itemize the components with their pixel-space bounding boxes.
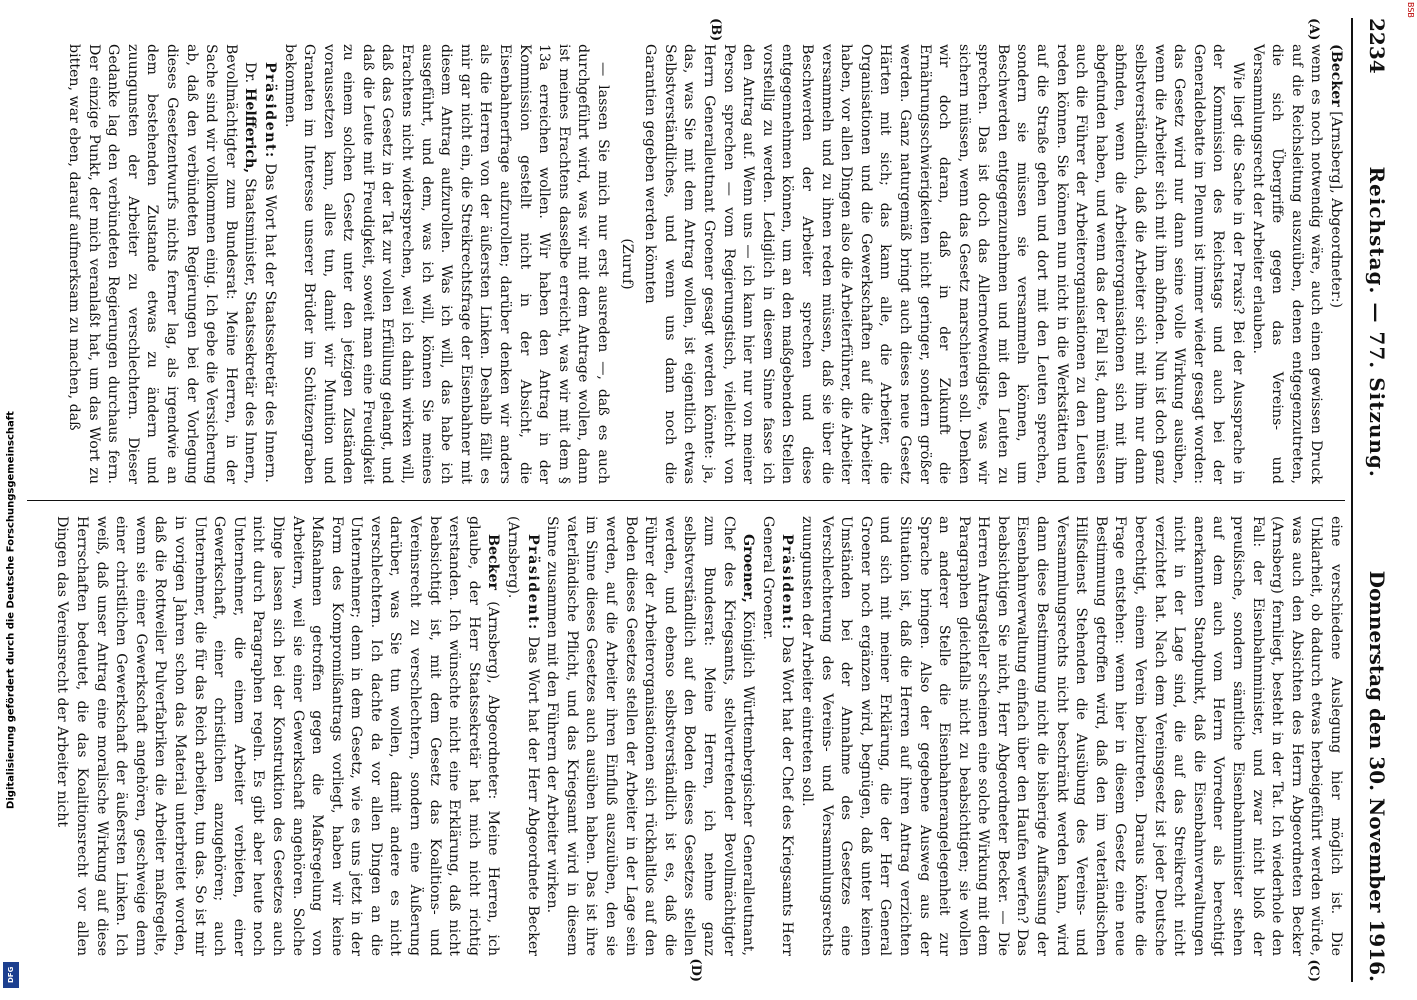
president-label: Präsident:: [779, 534, 796, 631]
speech-text: (Arnsberg), Abgeordneter: Meine Herren, ich glaube, der Herr Staatssekretär hat mich nicht richtig verstanden. Ich wünschte nicht eine Erklärung, daß nicht beabsichtigt ist, mit dem Gesetz das Koalitions- und Vereinsrecht zu verschlechtern, sondern eine Äußerung darüber, was Sie tun wollen, damit andere es nicht verschlechtern. Ich dachte da vor allen Dingen an die Unternehmer; denn in dem Gesetz, wie es uns jetzt in der Form des Kompromißantrags vorliegt, haben wir keine Maßnahmen getroffen gegen die Maßregelung von Arbeitern, weil sie einer Gewerkschaft angehören. Solche Dinge lassen sich bei der Konstruktion des Gesetzes auch nicht durch Paragraphen regeln. Es gibt aber heute noch Unternehmer, die einem Arbeiter verbieten, einer Gewerkschaft, einer christlichen anzugehören; auch Unternehmer, die für das Reich arbeiten, tun das. So ist mir in vorigen Jahren schon das Material unterbreitet worden, daß die Rottweiler Pulverfabriken die Arbeiter maßregelte, wenn sie einer Gewerkschaft angehören, geschweige denn einer christlichen Gewerkschaft der äußersten Linken. Ich weiß, daß unser Antrag eine moralische Wirkung auf diese Herrschaften bedeutet, die das Koalitionsrecht vor allen Dingen das Vereinsrecht der Arbeiter nicht: [54, 516, 502, 956]
page-header: [1351, 18, 1389, 982]
paragraph: eine verschiedene Auslegung hier möglich ist. Die Unklarheit, ob dadurch etwas herbeigeführt werden würde, was auch den Absichten des Herrn Abgeordneten Becker (Arnsberg) fernliegt, besteht in der Tat. Ich wiederhole den Fall: der Eisenbahnminister, und zwar nicht bloß der preußische, sondern sämtliche Eisenbahnminister stehen auf dem auch vom Herrn Vorredner als berechtigt anerkannten Standpunkt, daß die Eisenbahnverwaltungen nicht in der Lage sind, die auf das Streikrecht nicht verzichtet hat. Nach dem Vereinsgesetz ist jeder Deutsche berechtigt, einem Verein beizutreten. Daraus könnte die Frage entstehen: wenn hier in diesem Gesetz eine neue Bestimmung getroffen wird, daß den im vaterländischen Hilfsdienst Stehenden die Ausübung des Vereins- und Versammlungsrechts nicht beschränkt werden kann, wird dann diese Bestimmung nicht die bisherige Auffassung der Eisenbahnverwaltung einfach über den Haufen werfen? Das beabsichtigen Sie nicht, Herr Abgeordneter Becker. — Die Herren Antragsteller scheinen eine solche Wirkung mit dem Paragraphen gleichfalls nicht zu beabsichtigen; sie wollen an anderer Stelle die Eisenbahnerangelegenheit zur Sprache bringen. Also der gegebene Ausweg aus der Situation ist, daß die Herren auf ihren Antrag verzichten und sich mit meiner Erklärung, die der Herr General Groener noch ergänzen wird, begnügen, daß unter keinen Umständen bei der Annahme des Gesetzes eine Verschlechterung des Vereins- und Versammlungsrechts zuungunsten der Arbeiter eintreten soll.: [798, 516, 1344, 956]
page-number: 2234: [1365, 18, 1389, 74]
paragraph: — lassen Sie mich nur erst ausreden —, daß es auch durchgeführt wird, was wir mit dem Antrage wollen, dann ist meines Erachtens dasselbe erreicht, was wir mit dem § 13a erreichen wollen. Wir haben den Antrag in der Kommission gestellt nicht in der Absicht, die Eisenbahnerfrage aufzurollen; darüber denken wir anders als die Herren von der äußersten Linken. Deshalb fällt es mir gar nicht ein, die Streikrechtsfrage der Eisenbahner mit diesem Antrag aufzurollen. Was ich will, das habe ich ausgeführt, und dem, was ich will, können Sie meines Erachtens nicht widersprechen, weil ich dahin wirken will, daß das Gesetz in der Tat zur vollen Erfüllung gelangt, und daß die Leute mit Freudigkeit, soweit man eine Freudigkeit zu einem solchen Gesetz unter den jetzigen Zuständen voraussetzen kann, alles tun, damit wir Munition und Granaten im Interesse unserer Brüder im Schützengraben bekommen.: [281, 44, 612, 484]
speech-text: Königlich Württembergischer Generalleutnant, Chef des Kriegsamts, stellvertretender Bevollmächtigter zum Bundesrat: Meine Herren, ich nehme ganz selbstverständlich auf den Boden dieses Gesetzes stellen werden, und ebenso selbstverständlich ist es, daß die Führer der Arbeiterorganisationen sich rückhaltlos auf den Boden dieses Gesetzes stellen der Arbeiter in der Lage sein werden, auf die Arbeiter ihren Einfluß auszuüben, den sie im Sinne dieses Gesetzes auch ausüben haben. Das ist ihre vaterländische Pflicht, und das Kriegsamt wird in diesem Sinne zusammen mit den Führern der Arbeiter wirken.: [544, 516, 757, 956]
president-text: Das Wort hat der Herr Abgeordnete Becker (Arnsberg).: [505, 516, 541, 957]
president-label: Präsident:: [524, 534, 541, 631]
paragraph: Wie liegt die Sache in der Praxis? Bei der Aussprache in der Kommission des Reichstags und auch bei der Generaldebatte im Plenum ist immer wieder gesagt worden: das Gesetz wird nur dann seine volle Wirkung ausüben, wenn die Arbeiter sich mit ihm abfinden. Nun ist doch ganz selbstverständlich, daß die Arbeiter sich mit ihm nur dann abfinden, wenn die Arbeiterorganisationen sich mit ihm abgefunden haben, und wenn das der Fall ist, dann müssen auch die Führer der Arbeiterorganisationen zu den Leuten reden können. Sie können nun nicht in die Werkstätten und auf die Straße gehen und dort mit den Leuten sprechen, sondern sie müssen sie versammeln können, um Beschwerden entgegenzunehmen und mit den Leuten zu sprechen. Das ist doch das Allernotwendigste, was wir sichern müssen, wenn das Gesetz marschieren soll. Denken wir doch daran, daß in der Zukunft die Ernährungsschwierigkeiten nicht geringer, sondern größer werden. Ganz naturgemäß bringt auch dieses neue Gesetz Härten mit sich; das kann alle, die Arbeiter, die Organisationen und die Gewerkschaften auf die Arbeiter haben, vor allen Dingen also die Arbeiterführer, die Arbeiter versammeln und zu ihnen reden müssen, daß sie über die Beschwerden der Arbeiter sprechen und diese entgegennehmen können, um an den maßgebenden Stellen vorstellig zu werden. Lediglich in diesem Sinne fasse ich den Antrag auf. Wenn uns — ich kann hier nur von meiner Person sprechen — vom Regierungstisch, vielleicht von Herrn Generalleutnant Groener gesagt werden könnte: ja, das, was Sie mit dem Antrag wollen, ist eigentlich etwas Selbstverständliches, und wenn uns dann noch die Garantien gegeben werden könnten: [642, 44, 1247, 484]
page-date: Donnerstag den 30. November 1916.: [1365, 570, 1389, 982]
margin-marker-b: (B): [708, 18, 723, 42]
margin-marker-c: (C): [1306, 959, 1321, 982]
speech-becker: [52, 516, 503, 956]
dfg-logo: DFG: [3, 962, 19, 988]
speech-groener: [542, 516, 758, 956]
president-text: Das Wort hat der Staatssekretär des Innern.: [261, 163, 278, 483]
margin-marker-a: (A): [1306, 18, 1321, 41]
president-statement: [757, 516, 796, 956]
title-prefix: Dr.: [242, 62, 259, 84]
interjection: (Zuruf): [618, 238, 635, 290]
digitization-credit-strip: [0, 0, 22, 1000]
speaker-line: [1325, 44, 1345, 484]
president-statement: [502, 516, 541, 956]
paragraph: wenn es noch notwendig wäre, auch einen gewissen Druck auf die Reichsleitung auszuüben, denen entgegenzutreten, die sich Übergriffe gegen das Vereins- und Versammlungsrecht der Arbeiter erlauben.: [1249, 44, 1325, 484]
text-columns: [27, 18, 1345, 982]
speech-helfferich: [63, 44, 259, 484]
digitization-credit: Digitalisierung gefördert durch die Deutsche Forschungsgemeinschaft: [5, 411, 17, 809]
president-label: Präsident:: [261, 62, 278, 159]
margin-marker-d: (D): [688, 958, 703, 982]
speech-text: Staatsminister, Staatssekretär des Innern, Bevollmächtigter zum Bundesrat: Meine Herren, in der Sache sind wir vollkommen einig. Ich gebe die Versicherung ab, daß den verbündeten Regierungen bei der Vorlegung dieses Gesetzentwurfs nichts ferner lag, als irgendwie an dem bestehenden Zustande etwas zu ändern und zuungunsten der Arbeiter zu verschlechtern. Dieser Gedanke lag den verbündeten Regierungen durchaus fern. Der einzige Punkt, der mich veranlaßt hat, um das Wort zu bitten, war eben, darauf aufmerksam zu machen, daß: [66, 44, 259, 484]
speaker-name: Groener,: [740, 534, 757, 603]
president-text: Das Wort hat der Chef des Kriegsamts Herr General Groener.: [759, 516, 796, 956]
rotated-page: [27, 0, 1397, 1000]
right-column: [27, 500, 1345, 982]
speaker-name: Helfferich,: [242, 87, 259, 174]
bsb-mark: BSB: [1406, 2, 1415, 18]
left-column: [27, 18, 1345, 500]
page-title: Reichstag. — 77. Sitzung.: [1365, 166, 1389, 478]
speaker-name: (Becker: [1328, 44, 1344, 107]
president-statement: [259, 44, 279, 484]
speaker-name: Becker: [485, 534, 502, 590]
speaker-role: [Arnsberg], Abgeordneter:): [1328, 106, 1344, 309]
